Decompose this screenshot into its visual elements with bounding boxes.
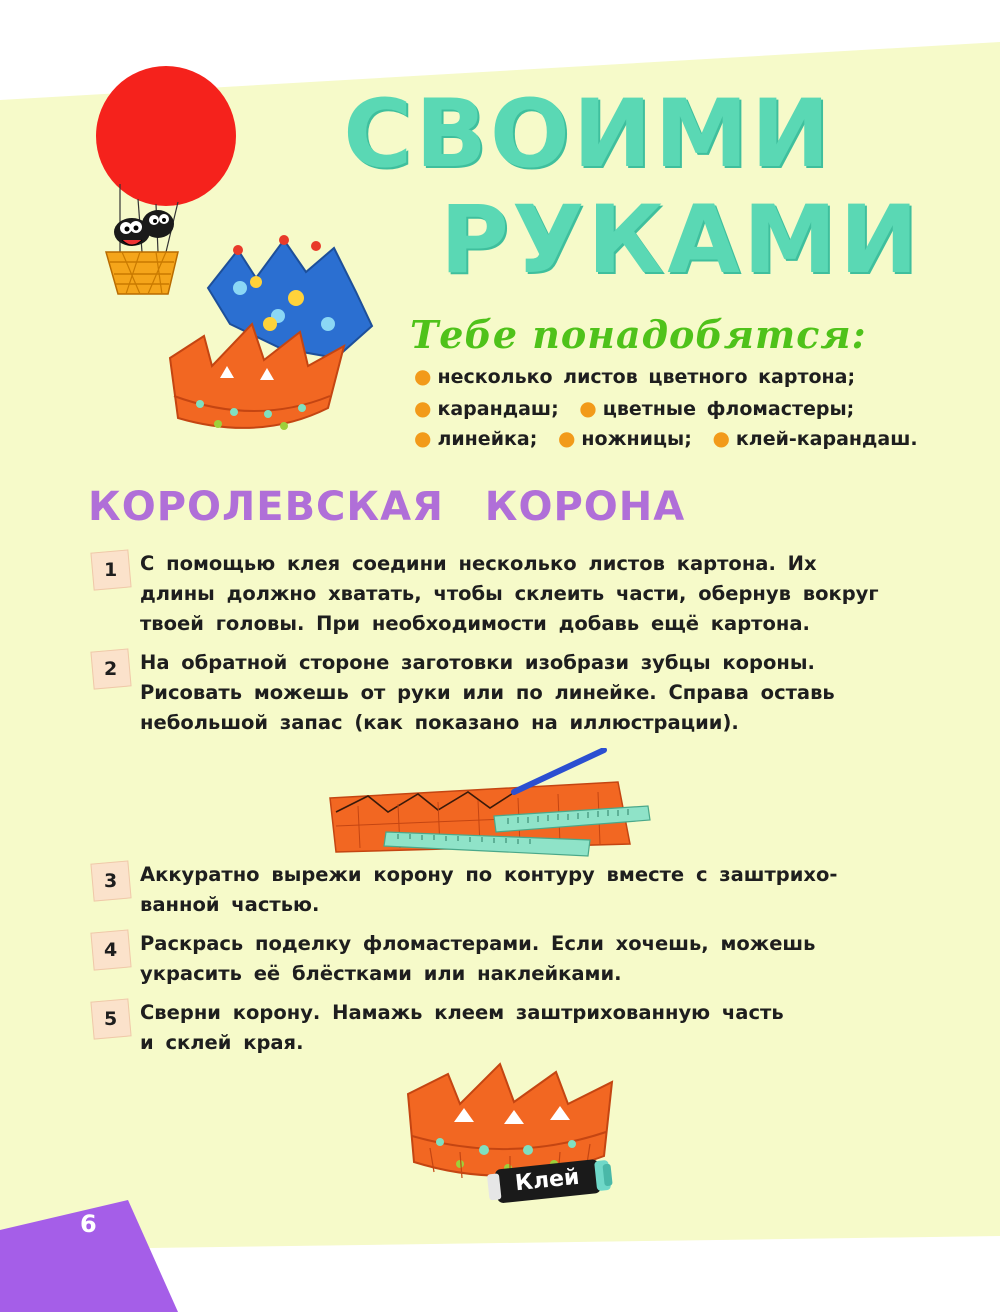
material-item: линейка;: [437, 428, 538, 450]
material-item: цветные фломастеры;: [602, 398, 855, 420]
step-line: небольшой запас (как показано на иллюстрации).: [140, 711, 739, 734]
step-line: На обратной стороне заготовки изобрази зубцы короны.: [140, 651, 815, 674]
step-text: [140, 549, 879, 639]
step-line: Раскрась поделку фломастерами. Если хочешь, можешь: [140, 932, 816, 955]
step-number-box: [90, 549, 131, 590]
step-line: С помощью клея соедини несколько листов картона. Их: [140, 552, 817, 575]
step-number-box: [90, 998, 131, 1039]
step-number: 4: [104, 939, 118, 962]
step-number: 2: [104, 658, 118, 681]
step-text: [140, 929, 815, 989]
step-number-box: [90, 929, 131, 970]
section-heading: КОРОЛЕВСКАЯ КОРОНА: [88, 484, 686, 530]
materials-line: [414, 364, 855, 388]
step-number-box: [90, 648, 131, 689]
crown-glue-illustration: [400, 1052, 620, 1212]
step-text: [140, 860, 837, 920]
step-line: Рисовать можешь от руки или по линейке. Справа оставь: [140, 681, 835, 704]
balloon-icon: [96, 66, 236, 206]
material-item: несколько листов цветного картона;: [437, 366, 856, 388]
bullet-icon: ●: [414, 426, 432, 450]
step-number: 3: [104, 870, 118, 893]
page-title-line2: РУКАМИ: [440, 186, 922, 295]
page-title-line1: СВОИМИ: [343, 80, 833, 189]
step-line: длины должно хватать, чтобы склеить части, обернув вокруг: [140, 582, 879, 605]
step-number: 1: [104, 559, 118, 582]
step-line: и склей края.: [140, 1031, 304, 1054]
bullet-icon: ●: [414, 396, 432, 420]
bullet-icon: ●: [712, 426, 730, 450]
material-item: ножницы;: [581, 428, 692, 450]
bullet-icon: ●: [557, 426, 576, 450]
crowns-illustration: [160, 228, 390, 458]
step-line: Аккуратно вырежи корону по контуру вместе с заштрихо-: [140, 863, 838, 886]
step-line: украсить её блёстками или наклейками.: [140, 962, 622, 985]
step-number-box: [90, 860, 131, 901]
materials-line: [414, 396, 854, 420]
page-number: 6: [80, 1210, 97, 1238]
bullet-icon: ●: [579, 396, 597, 420]
step-line: Сверни корону. Намажь клеем заштрихованную часть: [140, 1001, 784, 1024]
step-text: [140, 648, 835, 738]
glue-label: Клей: [513, 1164, 581, 1197]
cardboard-ruler-illustration: [318, 748, 668, 860]
material-item: карандаш;: [437, 398, 559, 420]
step-line: твоей головы. При необходимости добавь ещё картона.: [140, 612, 810, 635]
material-item: клей-карандаш.: [735, 428, 918, 450]
bullet-icon: ●: [414, 364, 432, 388]
step-number: 5: [104, 1008, 118, 1031]
step-line: ванной частью.: [140, 893, 320, 916]
materials-heading: Тебе понадобятся:: [410, 312, 867, 357]
step-text: [140, 998, 784, 1058]
materials-line: [414, 426, 918, 450]
